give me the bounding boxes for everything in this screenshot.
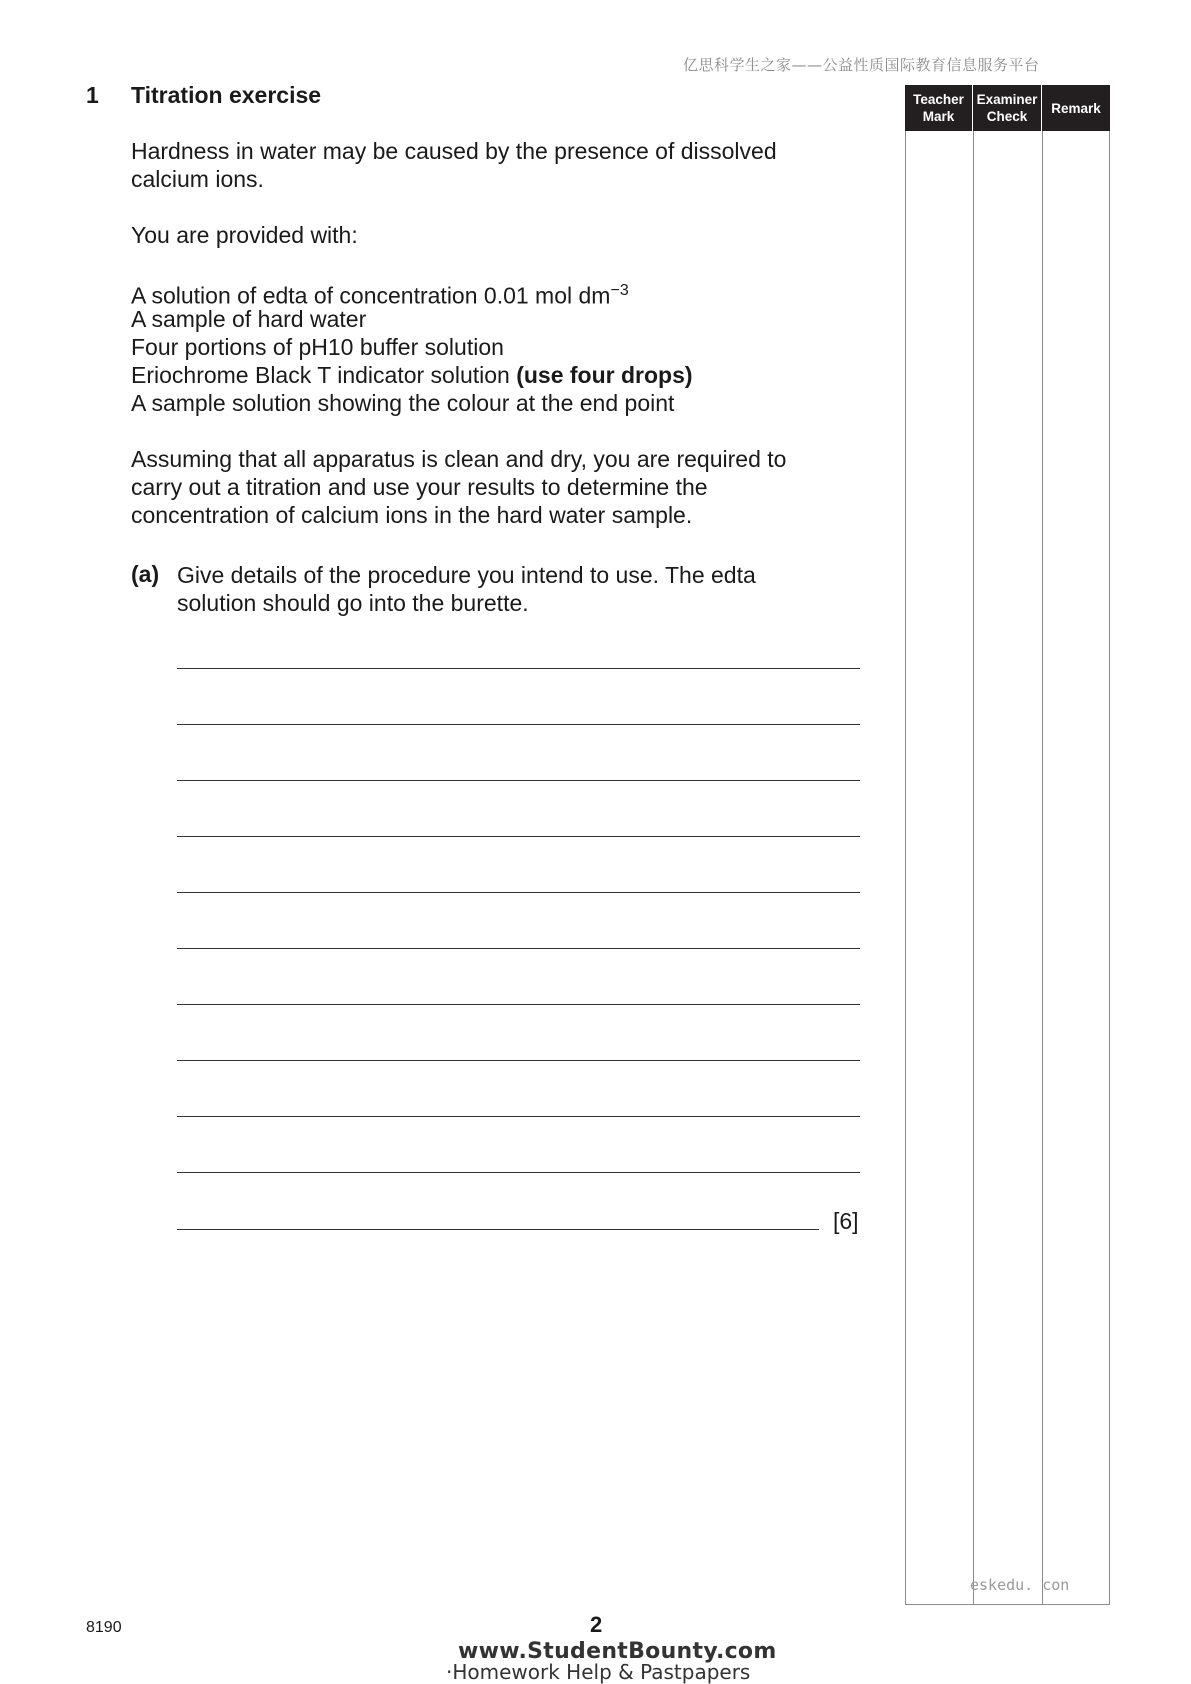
- intro-line-1: Hardness in water may be caused by the presence of dissolved: [131, 138, 777, 164]
- answer-line-last[interactable]: [177, 1229, 819, 1230]
- provided-heading: You are provided with:: [131, 222, 358, 248]
- answer-line[interactable]: [177, 1172, 860, 1173]
- edta-superscript: −3: [610, 282, 629, 299]
- intro-line-2: calcium ions.: [131, 166, 264, 192]
- provided-item-indicator: [131, 361, 693, 389]
- examiner-check-column[interactable]: [973, 131, 1042, 1605]
- check-label: Check: [986, 109, 1028, 124]
- examiner-margin-table: [905, 85, 1110, 1605]
- indicator-bold: (use four drops): [516, 362, 693, 388]
- header-watermark: 亿思科学生之家——公益性质国际教育信息服务平台: [683, 56, 1040, 74]
- part-a-marks: [6]: [833, 1208, 859, 1234]
- teacher-mark-header: [905, 85, 973, 131]
- answer-line[interactable]: [177, 948, 860, 949]
- teacher-label: Teacher: [913, 92, 964, 107]
- provided-item-buffer: Four portions of pH10 buffer solution: [131, 334, 504, 360]
- question-title: Titration exercise: [131, 82, 322, 108]
- indicator-text: Eriochrome Black T indicator solution: [131, 362, 517, 388]
- answer-line[interactable]: [177, 780, 860, 781]
- question-number: 1: [86, 82, 99, 108]
- provided-item-hard-water: A sample of hard water: [131, 306, 367, 332]
- assumption-line-1: Assuming that all apparatus is clean and dry, you are required to: [131, 446, 787, 472]
- answer-line[interactable]: [177, 1060, 860, 1061]
- answer-line[interactable]: [177, 836, 860, 837]
- remark-column[interactable]: [1042, 131, 1110, 1605]
- table-bottom-rule: [905, 1604, 1110, 1605]
- answer-line[interactable]: [177, 892, 860, 893]
- assumption-line-2: carry out a titration and use your results to determine the: [131, 474, 708, 500]
- brand-url: www.StudentBounty.com: [458, 1639, 777, 1664]
- mark-label: Mark: [922, 109, 955, 124]
- page-number: 2: [590, 1612, 603, 1637]
- corner-watermark: eskedu. con: [970, 1576, 1070, 1594]
- answer-line[interactable]: [177, 1004, 860, 1005]
- brand-tagline: ·Homework Help & Pastpapers: [446, 1660, 751, 1684]
- answer-line[interactable]: [177, 724, 860, 725]
- part-a-line-1: Give details of the procedure you intend to use. The edta: [177, 562, 756, 588]
- part-a-label: (a): [131, 561, 160, 587]
- edta-text: A solution of edta of concentration 0.01 mol dm: [131, 282, 611, 309]
- remark-header: [1042, 85, 1110, 131]
- provided-item-endpoint: A sample solution showing the colour at the end point: [131, 390, 675, 416]
- remark-label: Remark: [1051, 100, 1101, 116]
- examiner-label: Examiner: [976, 92, 1038, 107]
- answer-line[interactable]: [177, 1116, 860, 1117]
- answer-line[interactable]: [177, 668, 860, 669]
- paper-code: 8190: [86, 1619, 122, 1636]
- part-a-line-2: solution should go into the burette.: [177, 590, 529, 616]
- examiner-check-header: [973, 85, 1042, 131]
- assumption-line-3: concentration of calcium ions in the hard water sample.: [131, 502, 693, 528]
- teacher-mark-column[interactable]: [905, 131, 973, 1605]
